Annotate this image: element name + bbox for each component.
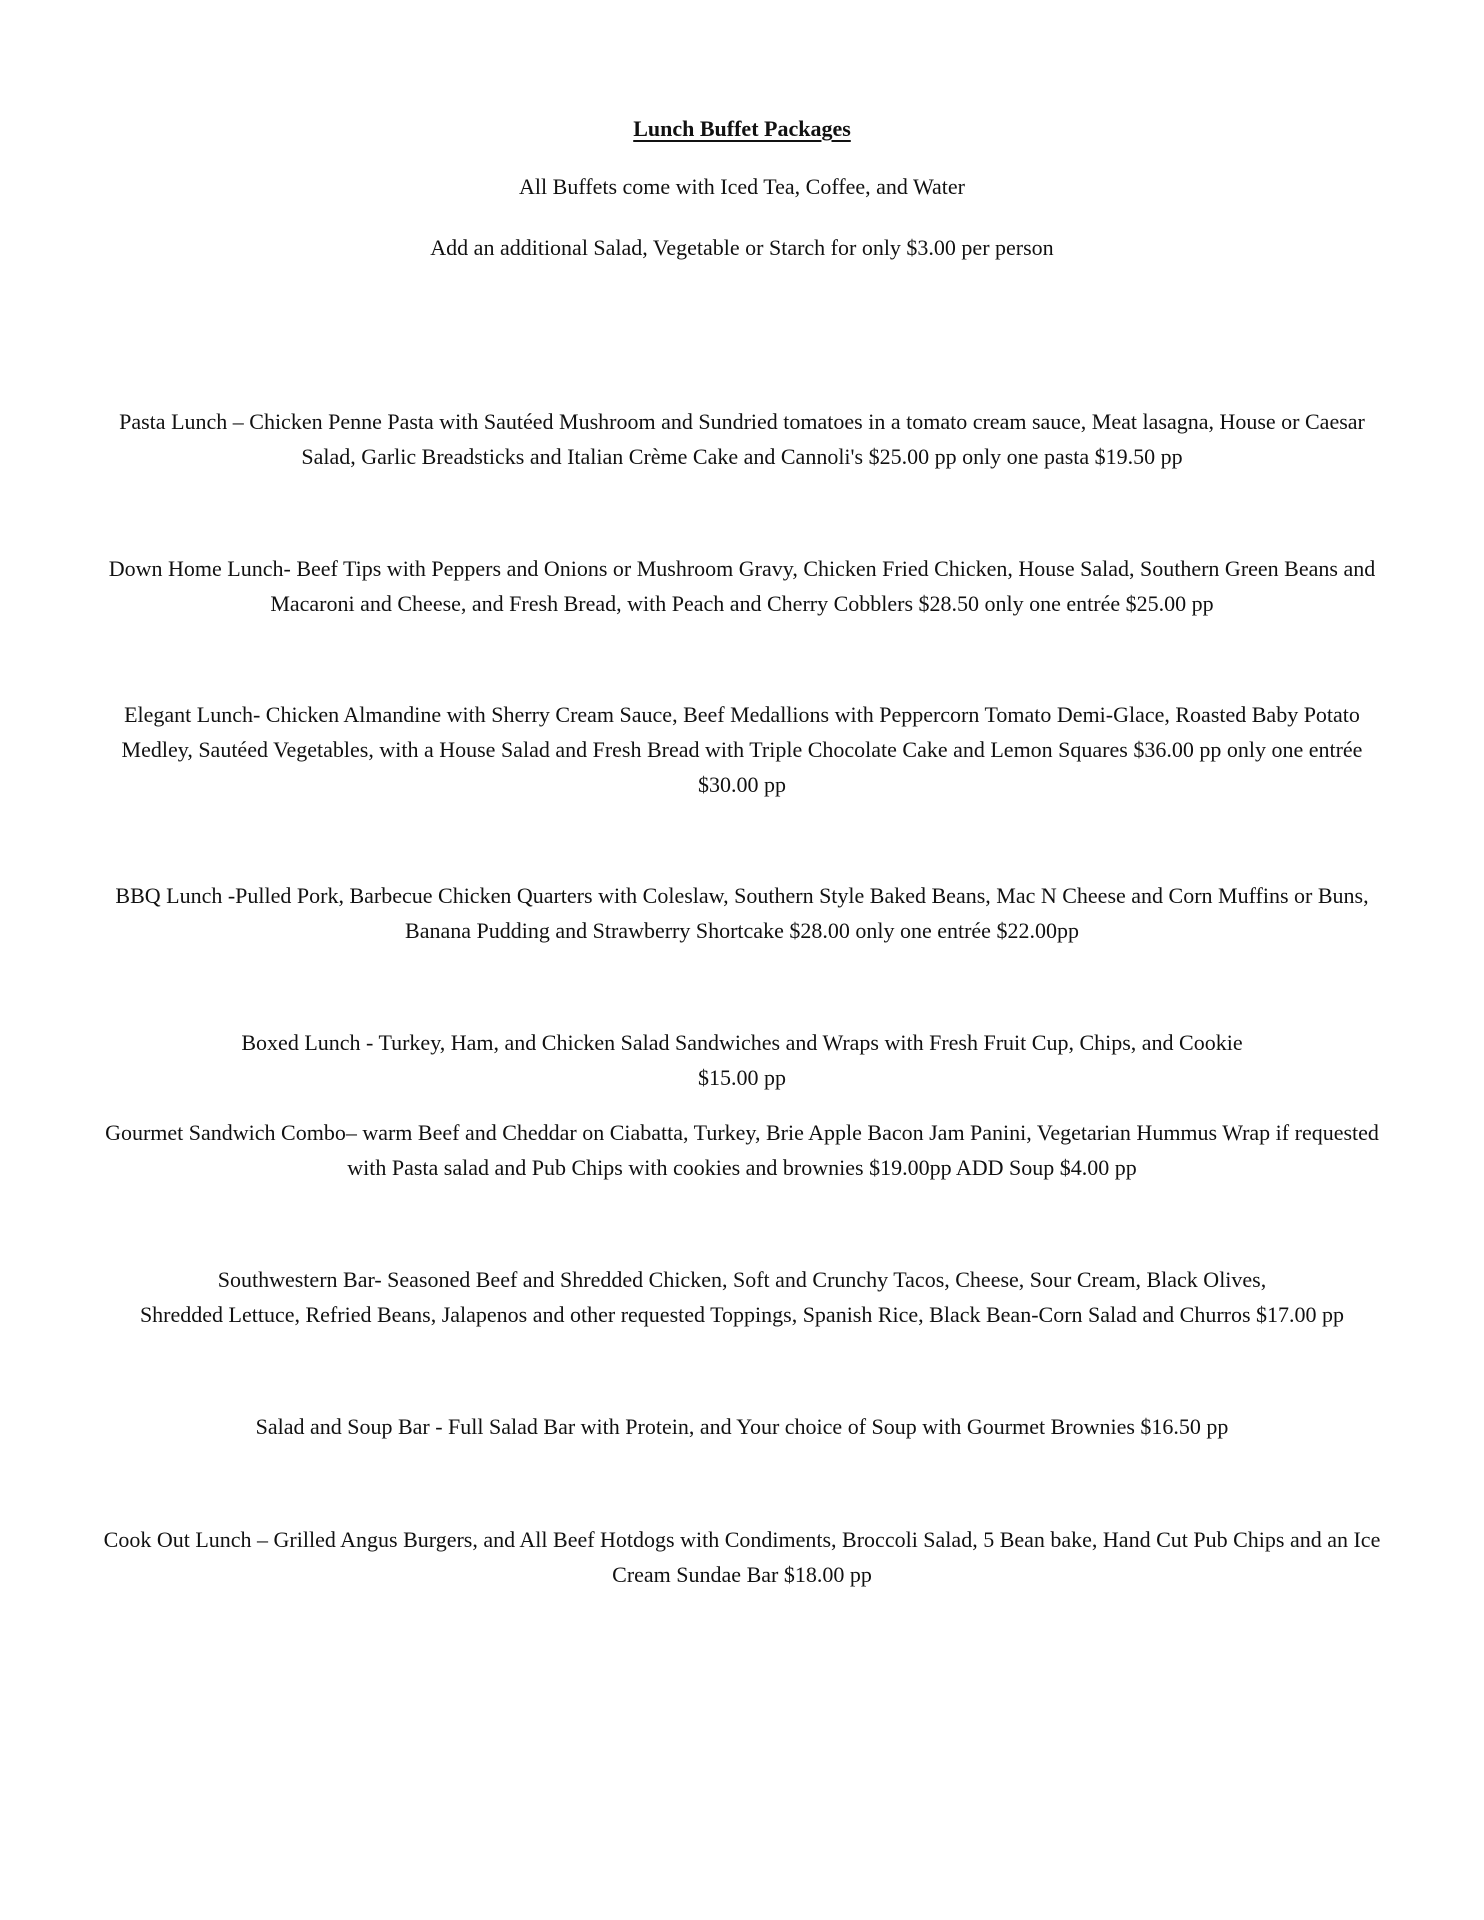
package-salad-and-soup-bar: Salad and Soup Bar - Full Salad Bar with Protein, and Your choice of Soup with Gourmet Brownies $16.50 pp <box>255 1414 1229 1439</box>
package-gourmet-sandwich-combo: Gourmet Sandwich Combo– warm Beef and Cheddar on Ciabatta, Turkey, Brie Apple Bacon Jam Panini, Vegetarian Hummus Wrap if requested with Pasta salad and Pub Chips with cookies and brownies $19.00pp ADD Soup $4.00 pp <box>105 1120 1379 1180</box>
package-southwestern-bar-line-1: Southwestern Bar- Seasoned Beef and Shredded Chicken, Soft and Crunchy Tacos, Cheese, Sour Cream, Black Olives, <box>217 1267 1267 1292</box>
included-beverages-note: All Buffets come with Iced Tea, Coffee, and Water <box>519 174 965 199</box>
package-down-home-lunch: Down Home Lunch- Beef Tips with Peppers and Onions or Mushroom Gravy, Chicken Fried Chicken, House Salad, Southern Green Beans and Macaroni and Cheese, and Fresh Bread, with Peach and Cherry Cobblers $28.50 only one entrée $25.00 pp <box>108 556 1376 616</box>
package-cook-out-lunch: Cook Out Lunch – Grilled Angus Burgers, and All Beef Hotdogs with Condiments, Broccoli Salad, 5 Bean bake, Hand Cut Pub Chips and an Ice Cream Sundae Bar $18.00 pp <box>103 1527 1381 1587</box>
package-elegant-lunch: Elegant Lunch- Chicken Almandine with Sherry Cream Sauce, Beef Medallions with Peppercorn Tomato Demi-Glace, Roasted Baby Potato Medley, Sautéed Vegetables, with a House Salad and Fresh Bread with Triple Chocolate Cake and Lemon Squares $36.00 pp only one entrée $30.00 pp <box>121 702 1363 797</box>
package-boxed-lunch-line-2: $15.00 pp <box>698 1065 786 1090</box>
package-southwestern-bar <box>86 1262 1398 1332</box>
page-title: Lunch Buffet Packages <box>633 116 851 141</box>
package-bbq-lunch: BBQ Lunch -Pulled Pork, Barbecue Chicken Quarters with Coleslaw, Southern Style Baked Beans, Mac N Cheese and Corn Muffins or Buns, Banana Pudding and Strawberry Shortcake $28.00 only one entrée $22.00pp <box>115 883 1369 943</box>
addon-price-note: Add an additional Salad, Vegetable or Starch for only $3.00 per person <box>430 235 1054 260</box>
package-southwestern-bar-line-2: Shredded Lettuce, Refried Beans, Jalapenos and other requested Toppings, Spanish Rice, Black Bean-Corn Salad and Churros $17.00 pp <box>139 1302 1345 1327</box>
package-boxed-lunch-line-1: Boxed Lunch - Turkey, Ham, and Chicken Salad Sandwiches and Wraps with Fresh Fruit Cup, Chips, and Cookie <box>241 1030 1243 1055</box>
package-boxed-lunch <box>96 1025 1388 1095</box>
package-pasta-lunch: Pasta Lunch – Chicken Penne Pasta with Sautéed Mushroom and Sundried tomatoes in a tomato cream sauce, Meat lasagna, House or Caesar Salad, Garlic Breadsticks and Italian Crème Cake and Cannoli's $25.00 pp only one pasta $19.50 pp <box>119 409 1365 469</box>
